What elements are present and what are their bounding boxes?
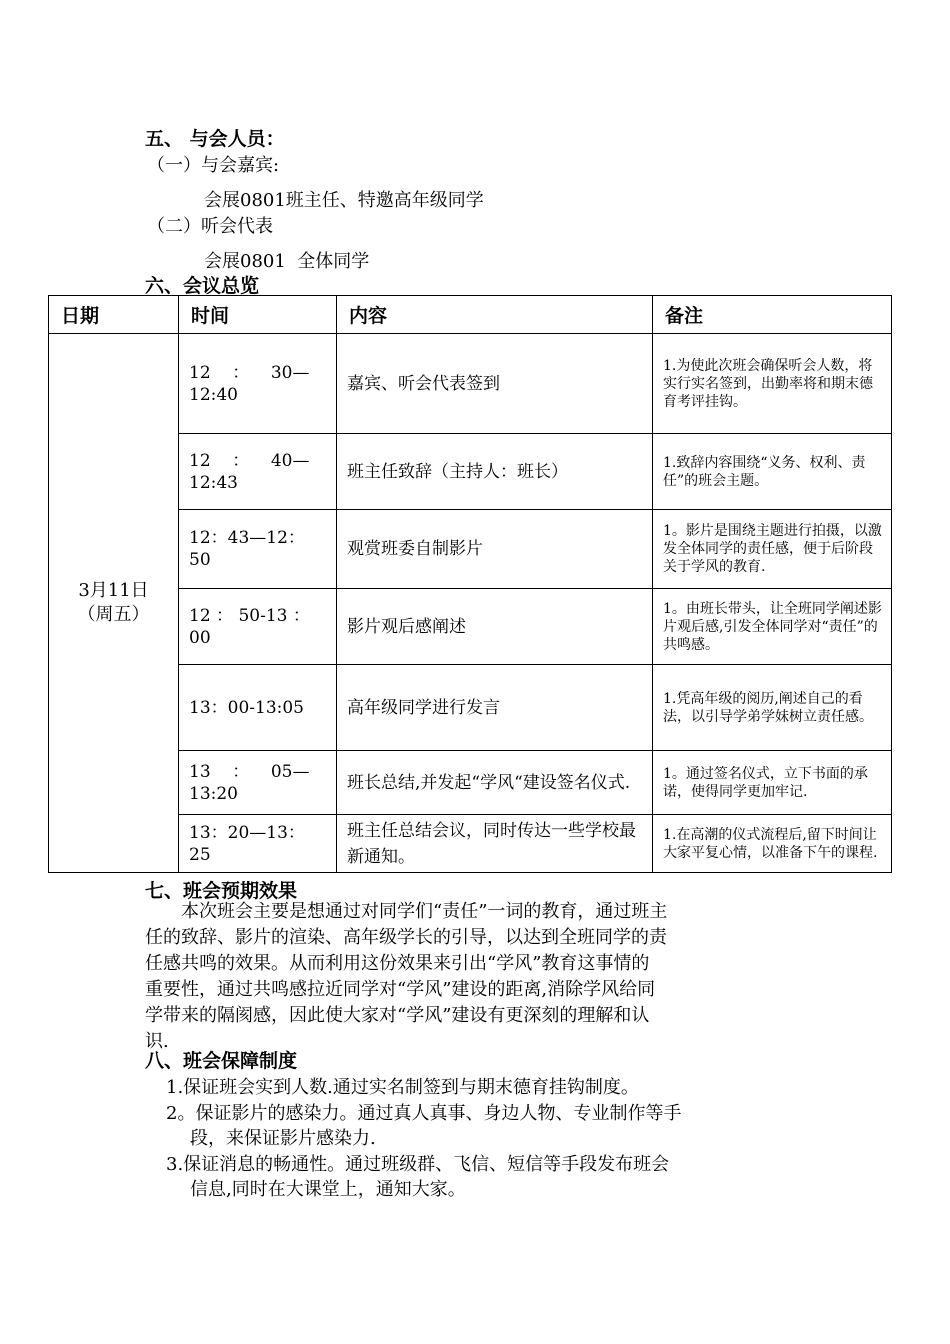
schedule-table [48,295,892,873]
time-cell: 13：20—13： 25 [179,815,337,873]
note-cell: 1。由班长带头，让全班同学阐述影片观后感,引发全体同学对“责任”的共鸣感。 [653,589,892,665]
paragraph-line: 本次班会主要是想通过对同学们“责任”一词的教育，通过班主 [181,901,668,922]
header-date: 日期 [49,296,179,334]
note-cell: 1.致辞内容围绕“义务、权利、责任”的班会主题。 [653,434,892,510]
paragraph-line: 任的致辞、影片的渲染、高年级学长的引导，以达到全班同学的责 [145,927,667,948]
time-cell: 12：43—12： 50 [179,510,337,589]
time-cell: 13 ： 05— 13:20 [179,751,337,815]
paragraph-line: 任感共鸣的效果。从而利用这份效果来引出“学风”教育这事情的 [145,953,650,974]
note-cell: 1。通过签名仪式，立下书面的承诺，使得同学更加牢记. [653,751,892,815]
note-cell: 1。影片是围绕主题进行拍摄，以激发全体同学的责任感，便于后阶段关于学风的教育. [653,510,892,589]
date-line1: 3月11日 [78,580,149,601]
time-cell: 12 ： 50-13 ： 00 [179,589,337,665]
reps-text: 会展0801 全体同学 [204,251,370,272]
header-time: 时间 [179,296,337,334]
time-cell: 13：00-13:05 [179,665,337,751]
content-cell: 班主任总结会议，同时传达一些学校最新通知。 [337,815,653,873]
content-cell: 班主任致辞（主持人：班长） [337,434,653,510]
guests-label: （一）与会嘉宾: [147,155,280,176]
section7-heading: 七、班会预期效果 [145,880,298,902]
section7-body [145,899,667,1055]
date-cell [49,334,179,873]
guarantee-item-1: 1.保证班会实到人数.通过实名制签到与期末德育挂钩制度。 [166,1077,639,1098]
content-cell: 观赏班委自制影片 [337,510,653,589]
table-row [49,334,892,434]
guarantee-item-2-cont: 段，来保证影片感染力. [190,1128,376,1149]
guarantee-item-3: 3.保证消息的畅通性。通过班级群、飞信、短信等手段发布班会 [166,1154,670,1175]
paragraph-line: 学带来的隔阂感，因此使大家对“学风”建设有更深刻的理解和认 [145,1005,650,1026]
content-cell: 班长总结,并发起“学风“建设签名仪式. [337,751,653,815]
time-cell: 12 ： 40— 12:43 [179,434,337,510]
content-cell: 高年级同学进行发言 [337,665,653,751]
time-cell: 12 ： 30— 12:40 [179,334,337,434]
guarantee-item-2: 2。保证影片的感染力。通过真人真事、身边人物、专业制作等手 [166,1103,682,1124]
reps-label: （二）听会代表 [147,216,273,237]
paragraph-line: 识. [145,1031,169,1052]
section5-heading: 五、 与会人员： [145,128,285,150]
note-cell: 1.在高潮的仪式流程后,留下时间让大家平复心情，以准备下午的课程. [653,815,892,873]
section8-heading: 八、班会保障制度 [145,1050,298,1072]
date-line2: （周五） [77,604,150,625]
guarantee-item-3-cont: 信息,同时在大课堂上，通知大家。 [190,1179,466,1200]
content-cell: 影片观后感阐述 [337,589,653,665]
paragraph-line: 重要性，通过共鸣感拉近同学对“学风”建设的距离,消除学风给同 [145,979,656,1000]
section6-heading: 六、会议总览 [145,275,260,297]
guests-text: 会展0801班主任、特邀高年级同学 [204,190,484,211]
header-note: 备注 [653,296,892,334]
note-cell: 1.为使此次班会确保听会人数，将实行实名签到，出勤率将和期末德育考评挂钩。 [653,334,892,434]
table-header-row [49,296,892,334]
content-cell: 嘉宾、听会代表签到 [337,334,653,434]
header-content: 内容 [337,296,653,334]
note-cell: 1.凭高年级的阅历,阐述自己的看法，以引导学弟学妹树立责任感。 [653,665,892,751]
